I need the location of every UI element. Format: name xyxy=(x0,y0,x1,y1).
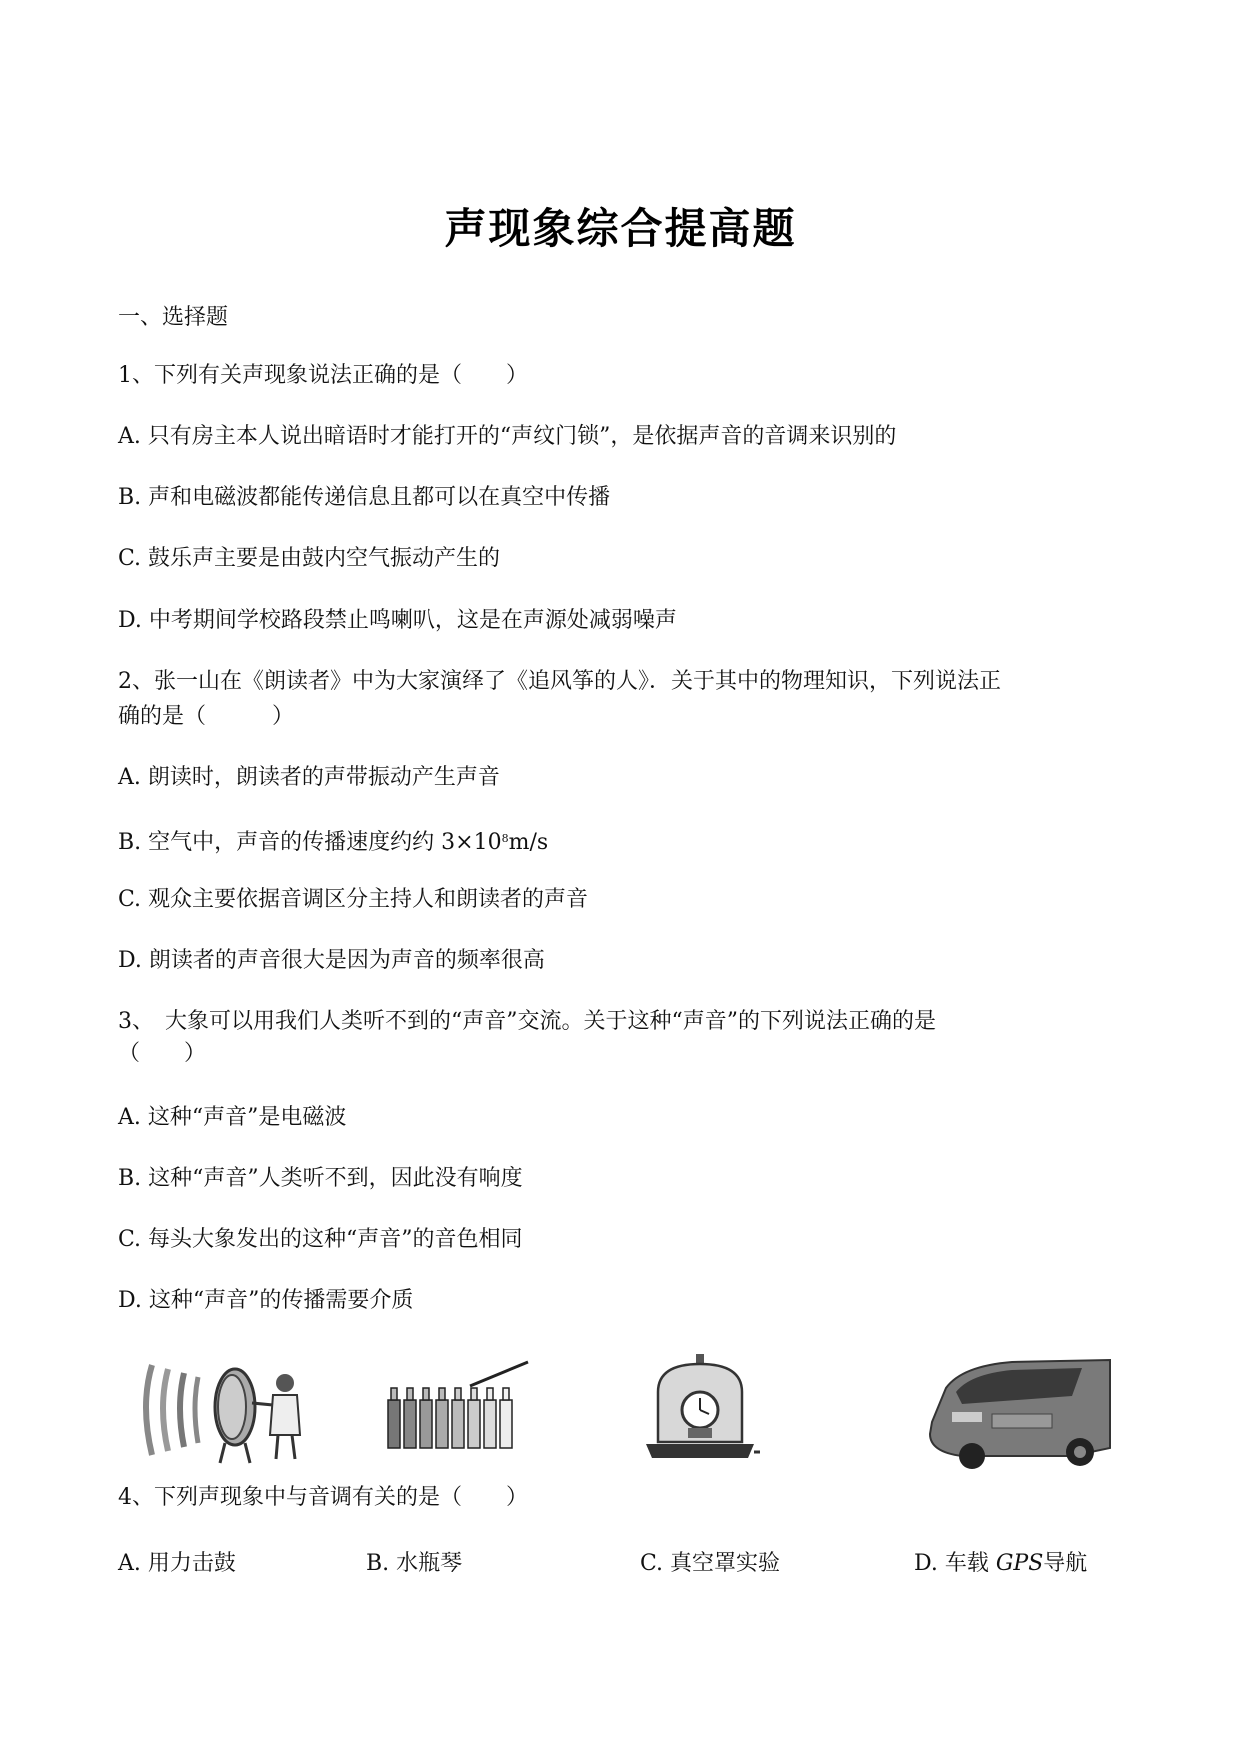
q2-stem-line1: 2、张一山在《朗读者》中为大家演绎了《追风筝的人》．关于其中的物理知识，下列说法正 xyxy=(118,669,1002,694)
q3-option-a: A. 这种“声音”是电磁波 xyxy=(118,1105,347,1130)
q3-stem-line1: 3、 大象可以用我们人类听不到的“声音”交流。关于这种“声音”的下列说法正确的是 xyxy=(118,1009,936,1034)
q4-stem: 4、下列声现象中与音调有关的是（ ） xyxy=(118,1485,528,1510)
car-figure xyxy=(922,1352,1112,1472)
q4-option-b: B. 水瓶琴 xyxy=(366,1551,463,1576)
q2-option-d: D. 朗读者的声音很大是因为声音的频率很高 xyxy=(118,948,545,973)
q4-option-d xyxy=(914,1546,1087,1577)
section-heading: 一、选择题 xyxy=(118,305,229,330)
q1-option-c: C. 鼓乐声主要是由鼓内空气振动产生的 xyxy=(118,546,501,571)
q4-option-d-gps: GPS xyxy=(995,1551,1044,1576)
q2-option-b xyxy=(118,825,548,857)
q2-option-b-text: B. 空气中，声音的传播速度约约 3×10 xyxy=(118,830,502,855)
q2-option-b-unit: m/s xyxy=(508,830,549,855)
q3-stem-line2: （ ） xyxy=(118,1041,207,1066)
q3-option-d: D. 这种“声音”的传播需要介质 xyxy=(118,1288,414,1313)
q4-option-c: C. 真空罩实验 xyxy=(640,1551,781,1576)
q1-option-d: D. 中考期间学校路段禁止鸣喇叭，这是在声源处减弱噪声 xyxy=(118,608,677,633)
page-title: 声现象综合提高题 xyxy=(444,204,797,253)
water-bottles-figure xyxy=(382,1358,532,1458)
drum-figure xyxy=(140,1355,310,1465)
q1-stem: 1、下列有关声现象说法正确的是（ ） xyxy=(118,363,528,388)
q2-option-b-exponent: 8 xyxy=(501,832,509,845)
q4-option-d-text: D. 车载 xyxy=(914,1551,989,1576)
q1-option-b: B. 声和电磁波都能传递信息且都可以在真空中传播 xyxy=(118,485,611,510)
q4-option-d-suffix: 导航 xyxy=(1043,1551,1088,1576)
q3-option-b: B. 这种“声音”人类听不到，因此没有响度 xyxy=(118,1166,523,1191)
q1-option-a: A. 只有房主本人说出暗语时才能打开的“声纹门锁”，是依据声音的音调来识别的 xyxy=(118,424,897,449)
q2-option-a: A. 朗读时，朗读者的声带振动产生声音 xyxy=(118,765,500,790)
q2-option-c: C. 观众主要依据音调区分主持人和朗读者的声音 xyxy=(118,887,589,912)
q3-option-c: C. 每头大象发出的这种“声音”的音色相同 xyxy=(118,1227,523,1252)
bell-jar-figure xyxy=(640,1352,760,1470)
q2-stem-line2: 确的是（ ） xyxy=(118,704,295,729)
q4-option-a: A. 用力击鼓 xyxy=(118,1551,236,1576)
